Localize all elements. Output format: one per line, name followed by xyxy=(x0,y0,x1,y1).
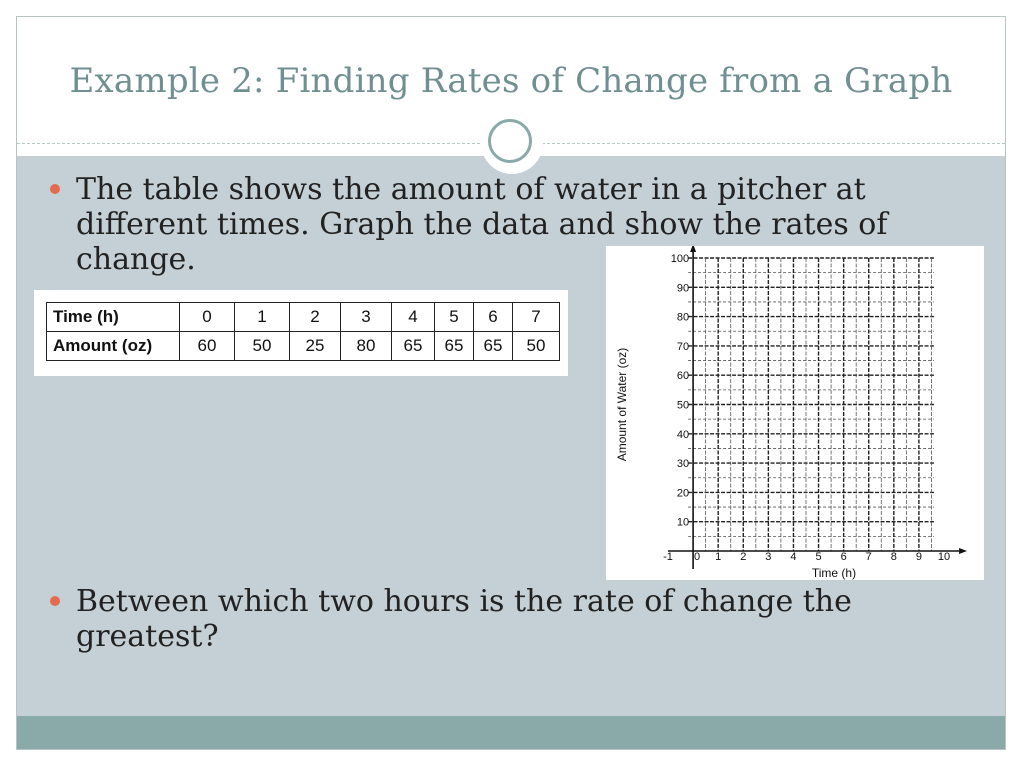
table-cell: 60 xyxy=(180,332,235,361)
x-tick-label: 2 xyxy=(740,551,747,563)
table-cell: 5 xyxy=(435,303,474,332)
x-axis-arrow-icon xyxy=(959,548,967,554)
table-cell: 6 xyxy=(474,303,513,332)
y-axis-arrow-icon xyxy=(690,246,696,252)
blank-graph-image xyxy=(606,246,984,580)
y-tick-label: 80 xyxy=(676,311,690,324)
y-tick-label: 30 xyxy=(676,458,690,471)
table-row-header: Time (h) xyxy=(47,303,180,332)
x-tick-label: 0 xyxy=(694,551,701,563)
table-cell: 7 xyxy=(513,303,560,332)
bullet-dot-icon xyxy=(50,184,60,194)
x-tick-label: 1 xyxy=(715,551,722,563)
x-tick-label: 5 xyxy=(815,551,822,563)
data-table xyxy=(46,302,560,361)
y-tick-label: 40 xyxy=(676,428,690,441)
bullet-text-1: The table shows the amount of water in a pitcher at different times. Graph the data and show the rates of change. xyxy=(76,172,888,277)
table-cell: 50 xyxy=(235,332,290,361)
footer-bar xyxy=(17,716,1005,749)
table-row xyxy=(47,332,560,361)
slide-title: Example 2: Finding Rates of Change from a Graph xyxy=(69,61,953,101)
x-tick-label: 10 xyxy=(937,551,951,563)
table-row-header: Amount (oz) xyxy=(47,332,180,361)
x-tick-label: 4 xyxy=(790,551,797,563)
table-row xyxy=(47,303,560,332)
y-tick-label: 100 xyxy=(670,253,690,265)
table-cell: 50 xyxy=(513,332,560,361)
bullet-item-2 xyxy=(76,584,936,654)
table-cell: 3 xyxy=(341,303,392,332)
table-cell: 80 xyxy=(341,332,392,361)
y-tick-label: 20 xyxy=(676,487,690,500)
table-cell: 1 xyxy=(235,303,290,332)
x-tick-label: 9 xyxy=(915,551,922,563)
table-cell: 65 xyxy=(392,332,435,361)
y-tick-label: 10 xyxy=(676,516,690,529)
table-cell: 65 xyxy=(435,332,474,361)
x-tick-label: -1 xyxy=(663,551,673,563)
bullet-dot-icon xyxy=(50,596,60,606)
table-cell: 65 xyxy=(474,332,513,361)
x-tick-label: 3 xyxy=(765,551,772,563)
y-tick-label: 70 xyxy=(676,340,690,353)
bullet-text-2: Between which two hours is the rate of change the greatest? xyxy=(76,584,852,654)
y-tick-label: 90 xyxy=(676,282,690,295)
table-cell: 2 xyxy=(290,303,341,332)
x-tick-label: 8 xyxy=(890,551,897,563)
data-table-image xyxy=(34,290,568,376)
y-axis-label: Amount of Water (oz) xyxy=(615,347,629,462)
x-axis-label: Time (h) xyxy=(811,566,857,580)
x-tick-label: 6 xyxy=(840,551,847,563)
y-tick-label: 50 xyxy=(676,399,690,412)
table-cell: 0 xyxy=(180,303,235,332)
graph-grid-chart xyxy=(606,246,984,580)
y-tick-label: 60 xyxy=(676,370,690,383)
table-cell: 25 xyxy=(290,332,341,361)
table-cell: 4 xyxy=(392,303,435,332)
x-tick-label: 7 xyxy=(865,551,872,563)
decorative-ring-icon xyxy=(488,119,532,163)
